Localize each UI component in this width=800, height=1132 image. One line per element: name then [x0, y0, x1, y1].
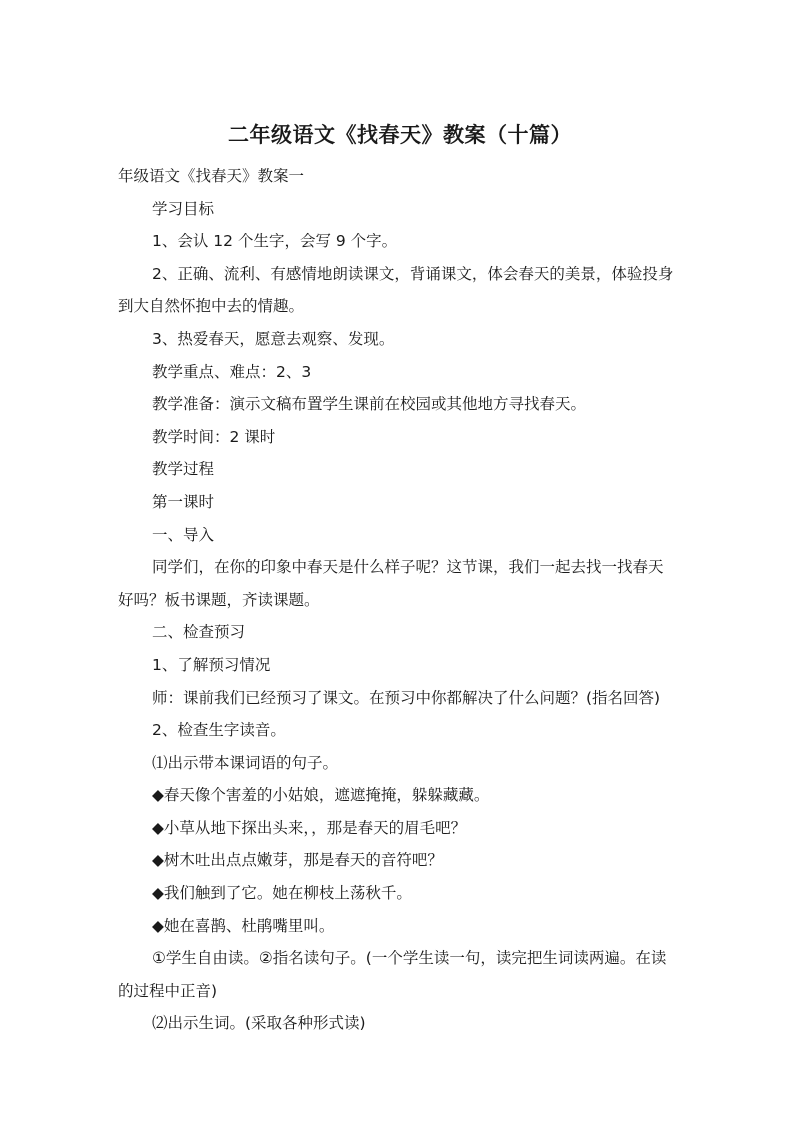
paragraph: 教学准备：演示文稿布置学生课前在校园或其他地方寻找春天。	[152, 395, 587, 414]
paragraph: ◆她在喜鹊、杜鹃嘴里叫。	[152, 916, 335, 935]
paragraph: ◆我们触到了它。她在柳枝上荡秋千。	[152, 884, 412, 903]
paragraph: ◆春天像个害羞的小姑娘，遮遮掩掩，躲躲藏藏。	[152, 786, 490, 805]
document-body	[118, 160, 678, 1040]
paragraph: 3、热爱春天，愿意去观察、发现。	[152, 329, 395, 348]
paragraph: 师：课前我们已经预习了课文。在预习中你都解决了什么问题？(指名回答)	[152, 688, 661, 707]
paragraph: 第一课时	[152, 492, 215, 511]
document-title: 二年级语文《找春天》教案（十篇）	[228, 123, 572, 147]
paragraph: 教学时间：2 课时	[152, 427, 276, 446]
paragraph: 教学重点、难点：2、3	[152, 362, 312, 381]
paragraph: 教学过程	[152, 460, 215, 479]
paragraph: ⑴出示带本课词语的句子。	[152, 753, 339, 772]
paragraph: ◆小草从地下探出头来，，那是春天的眉毛吧？	[152, 818, 467, 837]
paragraph: ①学生自由读。②指名读句子。(一个学生读一句，读完把生词读两遍。在读的过程中正音)	[118, 949, 667, 1000]
paragraph: 二、检查预习	[152, 623, 246, 642]
paragraph: 1、了解预习情况	[152, 655, 271, 674]
paragraph: 同学们，在你的印象中春天是什么样子呢？这节课，我们一起去找一找春天好吗？板书课题，齐读课题。	[118, 558, 664, 609]
paragraph: 2、检查生字读音。	[152, 721, 286, 740]
paragraph: 2、正确、流利、有感情地朗读课文，背诵课文，体会春天的美景，体验投身到大自然怀抱中去的情趣。	[118, 264, 674, 316]
paragraph: ◆树木吐出点点嫩芽，那是春天的音符吧？	[152, 851, 443, 870]
paragraph: 一、导入	[152, 525, 215, 544]
paragraph: 1、会认 12 个生字，会写 9 个字。	[152, 232, 398, 251]
paragraph: 学习目标	[152, 199, 215, 218]
paragraph: ⑵出示生词。(采取各种形式读)	[152, 1014, 366, 1033]
paragraph: 年级语文《找春天》教案一	[118, 167, 305, 185]
